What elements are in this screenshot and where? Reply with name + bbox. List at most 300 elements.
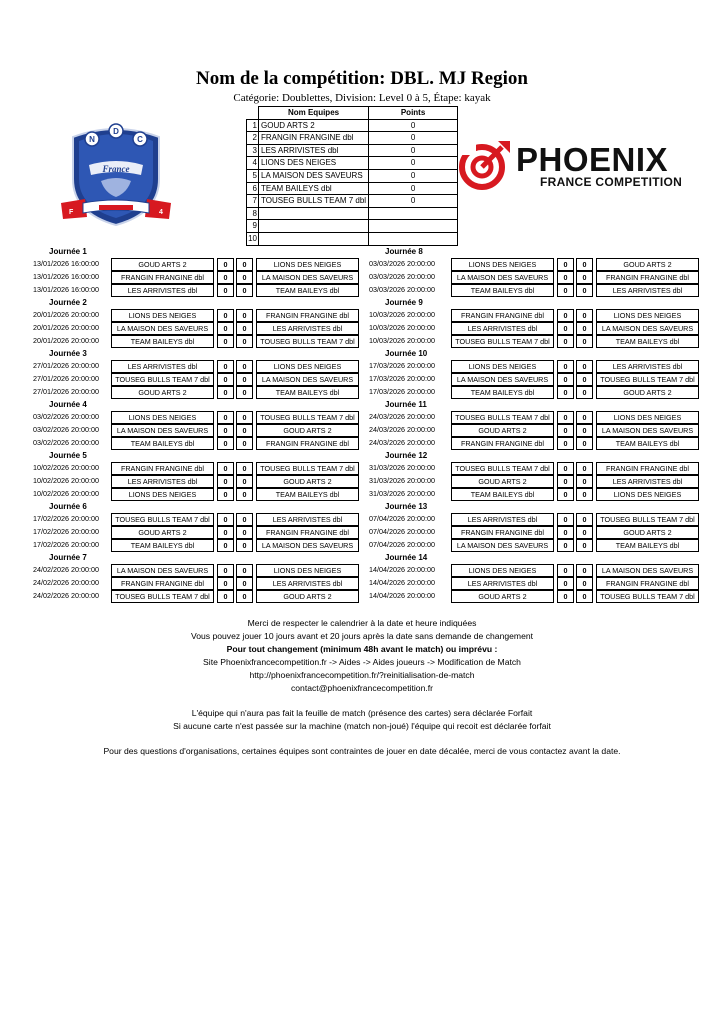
match-date: 24/02/2026 20:00:00 [33,578,99,587]
match-away-team: FRANGIN FRANGINE dbl [256,309,359,322]
ranking-points: 0 [369,119,458,132]
match-date: 03/03/2026 20:00:00 [369,272,435,281]
footer-line-path: Site Phoenixfrancecompetition.fr -> Aides -> Aides joueurs -> Modification de Match [203,657,521,667]
match-row [369,539,709,552]
match-home-team: LIONS DES NEIGES [451,360,554,373]
match-away-score: 0 [576,475,593,488]
match-home-team: LIONS DES NEIGES [111,411,214,424]
ranking-team-name: GOUD ARTS 2 [259,119,369,132]
match-row [33,373,373,386]
match-row [369,411,709,424]
match-away-score: 0 [236,309,253,322]
match-date: 03/02/2026 20:00:00 [33,425,99,434]
match-home-team: LES ARRIVISTES dbl [111,360,214,373]
footer-link-url[interactable]: http://phoenixfrancecompetition.fr/?reinitialisation-de-match [249,670,475,680]
ranking-rank: 10 [247,232,259,245]
match-date: 10/02/2026 20:00:00 [33,489,99,498]
match-row [33,577,373,590]
match-home-score: 0 [217,513,234,526]
match-date: 31/03/2026 20:00:00 [369,489,435,498]
schedule-right-column [369,246,709,603]
ranking-table [246,106,458,246]
matchday-heading: Journée 4 [49,400,87,409]
match-home-score: 0 [217,577,234,590]
match-home-score: 0 [217,284,234,297]
match-away-team: GOUD ARTS 2 [596,526,699,539]
match-home-team: TEAM BAILEYS dbl [111,437,214,450]
match-home-score: 0 [557,577,574,590]
match-away-score: 0 [576,462,593,475]
match-home-score: 0 [217,309,234,322]
page-subtitle: Catégorie: Doublettes, Division: Level 0 à 5, Étape: kayak [233,92,491,104]
match-away-team: GOUD ARTS 2 [596,386,699,399]
phoenix-wordmark: PHOENIX [516,141,669,178]
match-away-team: LIONS DES NEIGES [256,564,359,577]
match-row [33,411,373,424]
match-row [369,488,709,501]
ranking-row [247,182,458,195]
matchday-heading: Journée 10 [385,349,428,358]
match-home-team: LIONS DES NEIGES [111,309,214,322]
match-home-score: 0 [217,335,234,348]
match-home-score: 0 [217,322,234,335]
ranking-points [369,207,458,220]
match-row [33,284,373,297]
match-row [33,526,373,539]
match-row [369,564,709,577]
ranking-points [369,232,458,245]
match-away-score: 0 [236,335,253,348]
match-row [33,539,373,552]
match-date: 10/02/2026 20:00:00 [33,463,99,472]
ranking-rank: 7 [247,195,259,208]
match-away-team: TEAM BAILEYS dbl [256,386,359,399]
match-row [369,475,709,488]
ranking-row [247,119,458,132]
match-away-team: FRANGIN FRANGINE dbl [256,526,359,539]
match-away-team: LA MAISON DES SAVEURS [596,564,699,577]
match-home-score: 0 [557,437,574,450]
match-date: 20/01/2026 20:00:00 [33,323,99,332]
match-away-team: LA MAISON DES SAVEURS [256,271,359,284]
match-date: 13/01/2026 16:00:00 [33,272,99,281]
match-home-score: 0 [557,590,574,603]
match-date: 13/01/2026 16:00:00 [33,259,99,268]
ranking-row [247,132,458,145]
match-date: 17/02/2026 20:00:00 [33,540,99,549]
ranking-header-points: Points [369,107,458,120]
ranking-header-row [247,107,458,120]
match-row [33,258,373,271]
match-row [369,322,709,335]
match-date: 07/04/2026 20:00:00 [369,527,435,536]
match-date: 17/02/2026 20:00:00 [33,514,99,523]
match-away-score: 0 [576,271,593,284]
match-away-score: 0 [576,539,593,552]
match-date: 03/02/2026 20:00:00 [33,412,99,421]
match-away-team: TEAM BAILEYS dbl [596,437,699,450]
matchday-heading: Journée 5 [49,451,87,460]
match-away-team: LES ARRIVISTES dbl [596,475,699,488]
ranking-header-name: Nom Equipes [259,107,369,120]
match-row [33,437,373,450]
match-row [369,284,709,297]
match-home-score: 0 [217,564,234,577]
match-home-score: 0 [557,475,574,488]
match-date: 14/04/2026 20:00:00 [369,565,435,574]
ranking-points: 0 [369,182,458,195]
match-away-team: LIONS DES NEIGES [596,309,699,322]
ranking-rank: 8 [247,207,259,220]
match-row [369,462,709,475]
logo-letter-d: D [113,127,119,136]
match-away-score: 0 [576,360,593,373]
match-home-team: FRANGIN FRANGINE dbl [451,437,554,450]
ranking-row [247,232,458,245]
ranking-rank: 5 [247,169,259,182]
match-row [33,475,373,488]
match-date: 17/03/2026 20:00:00 [369,387,435,396]
match-home-score: 0 [557,424,574,437]
match-date: 24/02/2026 20:00:00 [33,565,99,574]
ranking-header-blank [247,107,259,120]
ranking-row [247,169,458,182]
match-home-team: GOUD ARTS 2 [451,475,554,488]
match-home-team: LIONS DES NEIGES [451,564,554,577]
match-row [33,513,373,526]
match-away-team: TOUSEG BULLS TEAM 7 dbl [596,373,699,386]
ranking-team-name: TEAM BAILEYS dbl [259,182,369,195]
match-date: 07/04/2026 20:00:00 [369,514,435,523]
match-date: 10/03/2026 20:00:00 [369,310,435,319]
match-away-score: 0 [236,411,253,424]
match-away-score: 0 [576,335,593,348]
ranking-points: 0 [369,144,458,157]
match-home-team: LA MAISON DES SAVEURS [451,373,554,386]
match-date: 27/01/2026 20:00:00 [33,361,99,370]
ranking-points: 0 [369,169,458,182]
match-away-score: 0 [236,577,253,590]
match-home-team: TOUSEG BULLS TEAM 7 dbl [451,335,554,348]
ranking-row [247,207,458,220]
match-date: 07/04/2026 20:00:00 [369,540,435,549]
match-away-team: LIONS DES NEIGES [256,258,359,271]
match-date: 10/03/2026 20:00:00 [369,336,435,345]
match-home-team: LA MAISON DES SAVEURS [111,424,214,437]
match-date: 17/02/2026 20:00:00 [33,527,99,536]
matchday-heading: Journée 13 [385,502,428,511]
match-away-score: 0 [576,411,593,424]
ranking-points [369,220,458,233]
match-row [369,424,709,437]
match-home-score: 0 [217,386,234,399]
match-away-score: 0 [576,258,593,271]
match-home-team: TEAM BAILEYS dbl [451,284,554,297]
match-row [33,424,373,437]
footer-line-window: Vous pouvez jouer 10 jours avant et 20 jours après la date sans demande de changement [190,631,534,641]
match-date: 20/01/2026 20:00:00 [33,310,99,319]
ranking-team-name: LES ARRIVISTES dbl [259,144,369,157]
match-home-score: 0 [217,424,234,437]
match-away-score: 0 [236,322,253,335]
ranking-points: 0 [369,157,458,170]
match-away-team: TEAM BAILEYS dbl [256,284,359,297]
match-away-score: 0 [236,437,253,450]
match-home-team: FRANGIN FRANGINE dbl [111,577,214,590]
match-away-team: TEAM BAILEYS dbl [596,335,699,348]
match-away-team: TEAM BAILEYS dbl [596,539,699,552]
match-home-team: GOUD ARTS 2 [111,258,214,271]
match-home-score: 0 [557,373,574,386]
match-date: 17/03/2026 20:00:00 [369,374,435,383]
match-home-team: LES ARRIVISTES dbl [451,577,554,590]
match-home-team: GOUD ARTS 2 [111,386,214,399]
match-row [369,577,709,590]
match-away-team: GOUD ARTS 2 [256,590,359,603]
logo-side-letter-right: 4 [159,209,163,216]
match-home-score: 0 [217,437,234,450]
match-home-team: TEAM BAILEYS dbl [451,488,554,501]
match-home-team: TEAM BAILEYS dbl [111,539,214,552]
match-away-score: 0 [236,539,253,552]
match-home-team: LES ARRIVISTES dbl [451,322,554,335]
match-date: 10/03/2026 20:00:00 [369,323,435,332]
ranking-rank: 2 [247,132,259,145]
ranking-rank: 3 [247,144,259,157]
match-date: 13/01/2026 16:00:00 [33,285,99,294]
matchday-heading: Journée 3 [49,349,87,358]
match-away-score: 0 [576,322,593,335]
match-away-team: LIONS DES NEIGES [596,411,699,424]
ranking-row [247,220,458,233]
match-home-score: 0 [557,386,574,399]
matchday-heading: Journée 1 [49,247,87,256]
match-away-team: LA MAISON DES SAVEURS [256,373,359,386]
match-away-team: TOUSEG BULLS TEAM 7 dbl [596,513,699,526]
match-home-team: LES ARRIVISTES dbl [111,475,214,488]
match-away-team: LA MAISON DES SAVEURS [256,539,359,552]
match-home-score: 0 [217,271,234,284]
match-home-score: 0 [217,258,234,271]
footer-line-nocard: Si aucune carte n'est passée sur la machine (match non-joué) l'équipe qui recoit est déclarée forfait [173,721,551,731]
match-row [33,335,373,348]
match-row [33,309,373,322]
match-away-score: 0 [236,564,253,577]
match-date: 27/01/2026 20:00:00 [33,374,99,383]
match-row [33,462,373,475]
match-date: 03/02/2026 20:00:00 [33,438,99,447]
match-row [369,526,709,539]
matchday-heading: Journée 2 [49,298,87,307]
match-date: 31/03/2026 20:00:00 [369,476,435,485]
match-row [369,335,709,348]
ranking-team-name: FRANGIN FRANGINE dbl [259,132,369,145]
match-away-team: TOUSEG BULLS TEAM 7 dbl [256,411,359,424]
ranking-team-name [259,232,369,245]
match-home-score: 0 [217,411,234,424]
matchday-heading: Journée 7 [49,553,87,562]
match-home-team: TEAM BAILEYS dbl [111,335,214,348]
match-home-score: 0 [557,539,574,552]
match-home-team: TOUSEG BULLS TEAM 7 dbl [111,513,214,526]
match-home-score: 0 [217,475,234,488]
match-home-score: 0 [557,564,574,577]
matchday-heading: Journée 9 [385,298,423,307]
match-date: 24/02/2026 20:00:00 [33,591,99,600]
match-date: 20/01/2026 20:00:00 [33,336,99,345]
match-away-team: LA MAISON DES SAVEURS [596,322,699,335]
match-away-team: GOUD ARTS 2 [256,475,359,488]
match-row [33,564,373,577]
match-away-score: 0 [236,284,253,297]
match-away-score: 0 [576,424,593,437]
match-away-score: 0 [576,373,593,386]
match-away-team: LIONS DES NEIGES [596,488,699,501]
match-date: 14/04/2026 20:00:00 [369,591,435,600]
match-row [33,488,373,501]
match-home-team: GOUD ARTS 2 [451,424,554,437]
match-date: 03/03/2026 20:00:00 [369,259,435,268]
match-away-team: TOUSEG BULLS TEAM 7 dbl [596,590,699,603]
match-date: 17/03/2026 20:00:00 [369,361,435,370]
logo-letter-n: N [89,135,95,144]
matchday-heading: Journée 6 [49,502,87,511]
match-home-score: 0 [557,271,574,284]
match-home-team: LA MAISON DES SAVEURS [111,564,214,577]
ranking-rank: 9 [247,220,259,233]
match-away-team: FRANGIN FRANGINE dbl [596,462,699,475]
target-arrow-icon [458,139,514,191]
ranking-row [247,195,458,208]
match-away-score: 0 [236,526,253,539]
match-away-team: FRANGIN FRANGINE dbl [256,437,359,450]
match-home-team: LES ARRIVISTES dbl [111,284,214,297]
match-away-team: FRANGIN FRANGINE dbl [596,271,699,284]
ranking-rank: 1 [247,119,259,132]
match-home-team: GOUD ARTS 2 [451,590,554,603]
match-date: 24/03/2026 20:00:00 [369,438,435,447]
logo-side-letter-left: F [69,209,74,216]
page-title: Nom de la compétition: DBL. MJ Region [196,68,528,89]
match-home-team: LIONS DES NEIGES [451,258,554,271]
match-home-team: LES ARRIVISTES dbl [451,513,554,526]
match-row [33,322,373,335]
matchday-heading: Journée 8 [385,247,423,256]
footer-notes [0,617,724,758]
match-away-team: LA MAISON DES SAVEURS [596,424,699,437]
schedule-left-column [33,246,373,603]
match-row [369,386,709,399]
match-home-team: TEAM BAILEYS dbl [451,386,554,399]
match-date: 14/04/2026 20:00:00 [369,578,435,587]
match-row [33,590,373,603]
ranking-row [247,144,458,157]
match-row [369,271,709,284]
ranking-row [247,157,458,170]
match-date: 27/01/2026 20:00:00 [33,387,99,396]
match-away-score: 0 [236,462,253,475]
match-home-score: 0 [217,539,234,552]
match-home-score: 0 [557,360,574,373]
match-home-team: LA MAISON DES SAVEURS [111,322,214,335]
match-home-score: 0 [557,258,574,271]
ranking-points: 0 [369,195,458,208]
phoenix-logo [458,139,698,191]
footer-contact-email[interactable]: contact@phoenixfrancecompetition.fr [290,683,433,693]
match-home-team: TOUSEG BULLS TEAM 7 dbl [111,373,214,386]
logo-banner-text: France [102,164,130,174]
match-away-team: LES ARRIVISTES dbl [596,360,699,373]
match-away-score: 0 [236,386,253,399]
match-away-team: TOUSEG BULLS TEAM 7 dbl [256,462,359,475]
match-home-score: 0 [217,462,234,475]
ranking-rank: 6 [247,182,259,195]
match-away-score: 0 [236,373,253,386]
match-away-score: 0 [236,475,253,488]
match-home-team: TOUSEG BULLS TEAM 7 dbl [111,590,214,603]
matchday-heading: Journée 11 [385,400,427,409]
match-row [369,309,709,322]
ranking-points: 0 [369,132,458,145]
match-home-team: LA MAISON DES SAVEURS [451,539,554,552]
match-row [369,258,709,271]
match-away-score: 0 [576,488,593,501]
match-date: 10/02/2026 20:00:00 [33,476,99,485]
match-row [33,386,373,399]
match-away-score: 0 [576,564,593,577]
match-home-score: 0 [557,309,574,322]
match-away-score: 0 [576,590,593,603]
match-away-team: GOUD ARTS 2 [256,424,359,437]
footer-line-forfait: L'équipe qui n'aura pas fait la feuille de match (présence des cartes) sera déclarée Forfait [191,708,533,718]
match-home-score: 0 [557,462,574,475]
match-away-team: LIONS DES NEIGES [256,360,359,373]
match-away-score: 0 [236,271,253,284]
ranking-team-name: TOUSEG BULLS TEAM 7 dbl [259,195,369,208]
match-date: 24/03/2026 20:00:00 [369,425,435,434]
match-home-team: GOUD ARTS 2 [111,526,214,539]
match-date: 31/03/2026 20:00:00 [369,463,435,472]
match-away-score: 0 [236,488,253,501]
match-away-team: FRANGIN FRANGINE dbl [596,577,699,590]
ndc-shield-icon [55,117,177,229]
match-home-score: 0 [557,335,574,348]
match-away-team: LES ARRIVISTES dbl [256,322,359,335]
match-away-team: LES ARRIVISTES dbl [256,577,359,590]
match-row [369,373,709,386]
match-home-score: 0 [217,526,234,539]
matchday-heading: Journée 12 [385,451,428,460]
footer-line-respect: Merci de respecter le calendrier à la date et heure indiquées [247,618,477,628]
match-home-team: FRANGIN FRANGINE dbl [111,462,214,475]
match-away-team: GOUD ARTS 2 [596,258,699,271]
ranking-team-name: LIONS DES NEIGES [259,157,369,170]
match-home-team: TOUSEG BULLS TEAM 7 dbl [451,462,554,475]
match-away-score: 0 [576,513,593,526]
match-away-score: 0 [576,386,593,399]
ranking-team-name: LA MAISON DES SAVEURS [259,169,369,182]
ranking-team-name [259,207,369,220]
match-home-team: FRANGIN FRANGINE dbl [451,309,554,322]
match-away-team: TOUSEG BULLS TEAM 7 dbl [256,335,359,348]
match-home-team: LA MAISON DES SAVEURS [451,271,554,284]
match-home-score: 0 [557,513,574,526]
match-home-team: FRANGIN FRANGINE dbl [451,526,554,539]
match-away-team: TEAM BAILEYS dbl [256,488,359,501]
match-row [33,271,373,284]
match-home-score: 0 [557,411,574,424]
match-home-team: TOUSEG BULLS TEAM 7 dbl [451,411,554,424]
